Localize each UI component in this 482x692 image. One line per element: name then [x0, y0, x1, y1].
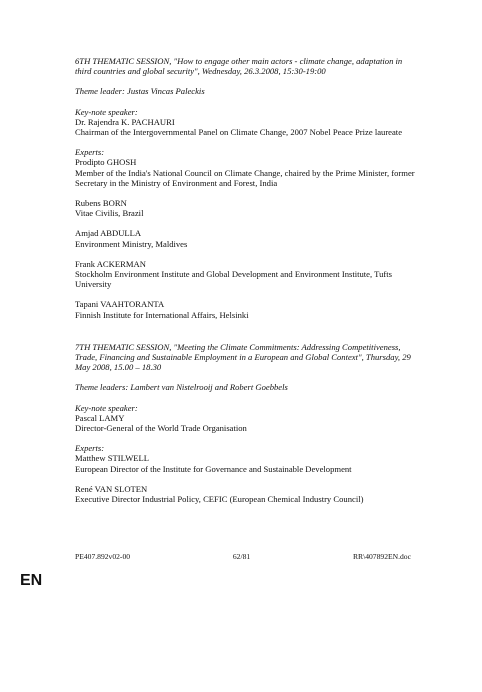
- expert-role: Executive Director Industrial Policy, CEFIC (European Chemical Industry Council): [75, 494, 364, 505]
- page-footer: [75, 552, 411, 561]
- session-title: 7TH THEMATIC SESSION, "Meeting the Climate Commitments: Addressing Competitiveness, Trade, Financing and Sustainable Employment in a European and Global Context", Thursday, 29 May 2008, 15.00 – 18.30: [75, 341, 411, 373]
- expert-name: Matthew STILWELL: [75, 453, 150, 464]
- language-code: EN: [20, 572, 43, 589]
- theme-leader: Theme leader: Justas Vincas Paleckis: [75, 86, 205, 97]
- expert-role: European Director of the Institute for Governance and Sustainable Development: [75, 463, 352, 474]
- keynote-name: Pascal LAMY: [75, 412, 125, 423]
- expert-role: Vitae Civilis, Brazil: [75, 208, 144, 219]
- expert-role: Finnish Institute for International Affairs, Helsinki: [75, 309, 249, 320]
- theme-leaders: Theme leaders: Lambert van Nistelrooij and Robert Goebbels: [75, 382, 288, 393]
- session-6: [75, 56, 415, 320]
- expert-role: Environment Ministry, Maldives: [75, 238, 188, 249]
- expert-role: Stockholm Environment Institute and Global Development and Environment Institute, Tufts University: [75, 269, 392, 290]
- keynote-role: Director-General of the World Trade Organisation: [75, 423, 247, 434]
- keynote-label: Key-note speaker:: [75, 106, 138, 117]
- keynote-name: Dr. Rajendra K. PACHAURI: [75, 116, 175, 127]
- page-number: 62/81: [232, 552, 251, 561]
- expert-name: Rubens BORN: [75, 198, 127, 209]
- expert-name: René VAN SLOTEN: [75, 483, 148, 494]
- file-name: RR\407892EN.doc: [352, 552, 411, 561]
- session-7: [75, 342, 415, 504]
- document-reference: PE407.892v02-00: [75, 552, 131, 561]
- experts-label: Experts:: [75, 147, 105, 158]
- experts-label: Experts:: [75, 443, 105, 454]
- keynote-role: Chairman of the Intergovernmental Panel on Climate Change, 2007 Nobel Peace Prize laureate: [75, 127, 403, 138]
- expert-name: Prodipto GHOSH: [75, 157, 137, 168]
- expert-name: Tapani VAAHTORANTA: [75, 299, 165, 310]
- keynote-label: Key-note speaker:: [75, 402, 138, 413]
- document-body: [75, 56, 415, 504]
- expert-name: Amjad ABDULLA: [75, 228, 142, 239]
- session-title: 6TH THEMATIC SESSION, "How to engage other main actors - climate change, adaptation in third countries and global security", Wednesday, 26.3.2008, 15:30-19:00: [75, 56, 403, 77]
- expert-name: Frank ACKERMAN: [75, 258, 146, 269]
- expert-role: Member of the India's National Council on Climate Change, chaired by the Prime Minister, former Secretary in the Ministry of Environment and Forest, India: [75, 167, 415, 188]
